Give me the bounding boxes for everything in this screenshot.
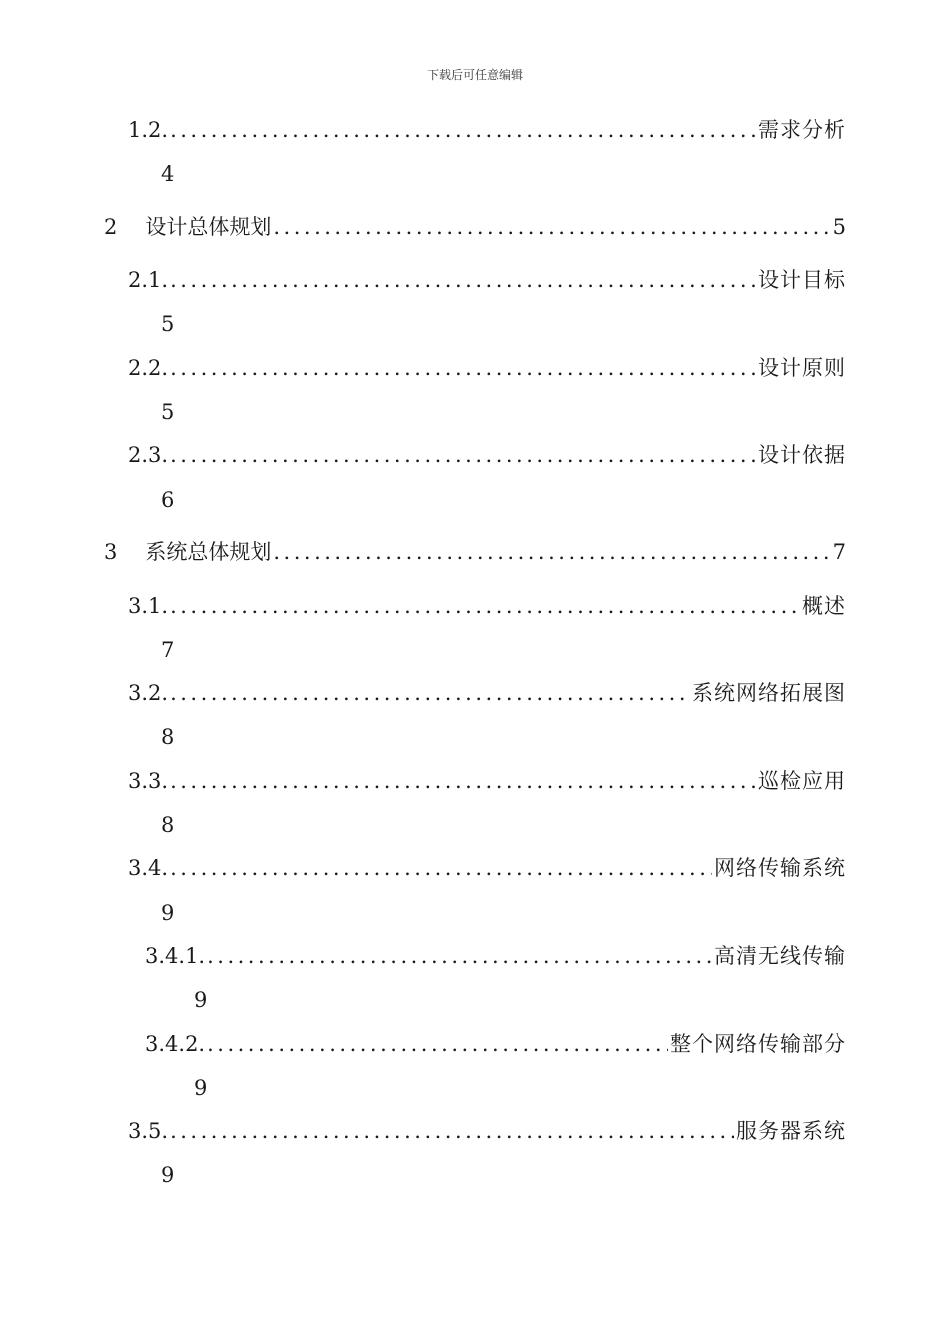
toc-chapter-2[interactable] (104, 212, 846, 242)
toc-entry-3-4-2[interactable] (145, 1029, 846, 1059)
toc-entry-page: 7 (161, 638, 175, 662)
toc-chapter-number: 3 (104, 540, 118, 564)
toc-leader-dots (170, 115, 756, 145)
toc-entry-page: 8 (161, 725, 175, 749)
toc-leader-dots (273, 537, 830, 567)
toc-chapter-title: 系统总体规划 (145, 540, 272, 564)
toc-leader-dots (170, 1116, 734, 1146)
toc-entry-title: 需求分析 (758, 118, 846, 142)
toc-entry-number: 3.4. (128, 856, 169, 880)
toc-entry-title: 巡检应用 (758, 769, 846, 793)
toc-entry-title: 系统网络拓展图 (692, 681, 846, 705)
toc-leader-dots (170, 440, 756, 470)
toc-entry-title: 设计依据 (758, 443, 846, 467)
toc-entry-title: 设计原则 (758, 356, 846, 380)
toc-entry-number: 3.4.1. (145, 944, 206, 968)
toc-leader-dots (207, 941, 712, 971)
toc-entry-2-2[interactable] (128, 353, 846, 383)
toc-entry-title: 整个网络传输部分 (670, 1032, 846, 1056)
toc-entry-page: 9 (194, 988, 208, 1012)
toc-entry-page: 9 (161, 1163, 175, 1187)
toc-chapter-title: 设计总体规划 (145, 215, 272, 239)
toc-entry-number: 2.1. (128, 268, 169, 292)
toc-entry-page: 4 (161, 162, 175, 186)
toc-leader-dots (273, 212, 830, 242)
toc-leader-dots (170, 591, 800, 621)
toc-leader-dots (207, 1029, 668, 1059)
toc-leader-dots (170, 353, 756, 383)
toc-leader-dots (170, 853, 712, 883)
toc-entry-number: 3.1. (128, 594, 169, 618)
toc-leader-dots (170, 265, 756, 295)
toc-entry-number: 2.2. (128, 356, 169, 380)
toc-entry-3-1[interactable] (128, 591, 846, 621)
toc-entry-1-2[interactable] (128, 115, 846, 145)
toc-entry-3-2[interactable] (128, 678, 846, 708)
toc-leader-dots (170, 678, 690, 708)
toc-entry-number: 2.3. (128, 443, 169, 467)
header-note: 下载后可任意编辑 (426, 68, 523, 82)
toc-leader-dots (170, 766, 756, 796)
toc-chapter-number: 2 (104, 215, 118, 239)
toc-entry-number: 3.5. (128, 1119, 169, 1143)
toc-entry-page: 9 (194, 1076, 208, 1100)
toc-entry-page: 6 (161, 488, 175, 512)
toc-chapter-3[interactable] (104, 537, 846, 567)
toc-entry-3-3[interactable] (128, 766, 846, 796)
toc-entry-page: 5 (161, 400, 175, 424)
toc-entry-3-4[interactable] (128, 853, 846, 883)
toc-entry-3-4-1[interactable] (145, 941, 846, 971)
toc-entry-title: 高清无线传输 (714, 944, 846, 968)
toc-entry-page: 5 (161, 312, 175, 336)
toc-entry-number: 3.4.2. (145, 1032, 206, 1056)
toc-entry-title: 设计目标 (758, 268, 846, 292)
toc-chapter-page: 5 (832, 215, 846, 239)
toc-entry-title: 网络传输系统 (714, 856, 846, 880)
toc-entry-number: 3.2. (128, 681, 169, 705)
toc-entry-2-1[interactable] (128, 265, 846, 295)
toc-entry-page: 8 (161, 813, 175, 837)
toc-entry-number: 3.3. (128, 769, 169, 793)
toc-entry-page: 9 (161, 901, 175, 925)
toc-entry-3-5[interactable] (128, 1116, 846, 1146)
toc-entry-title: 服务器系统 (736, 1119, 846, 1143)
toc-entry-title: 概述 (802, 594, 846, 618)
toc-chapter-page: 7 (832, 540, 846, 564)
toc-entry-2-3[interactable] (128, 440, 846, 470)
toc-entry-number: 1.2. (128, 118, 169, 142)
